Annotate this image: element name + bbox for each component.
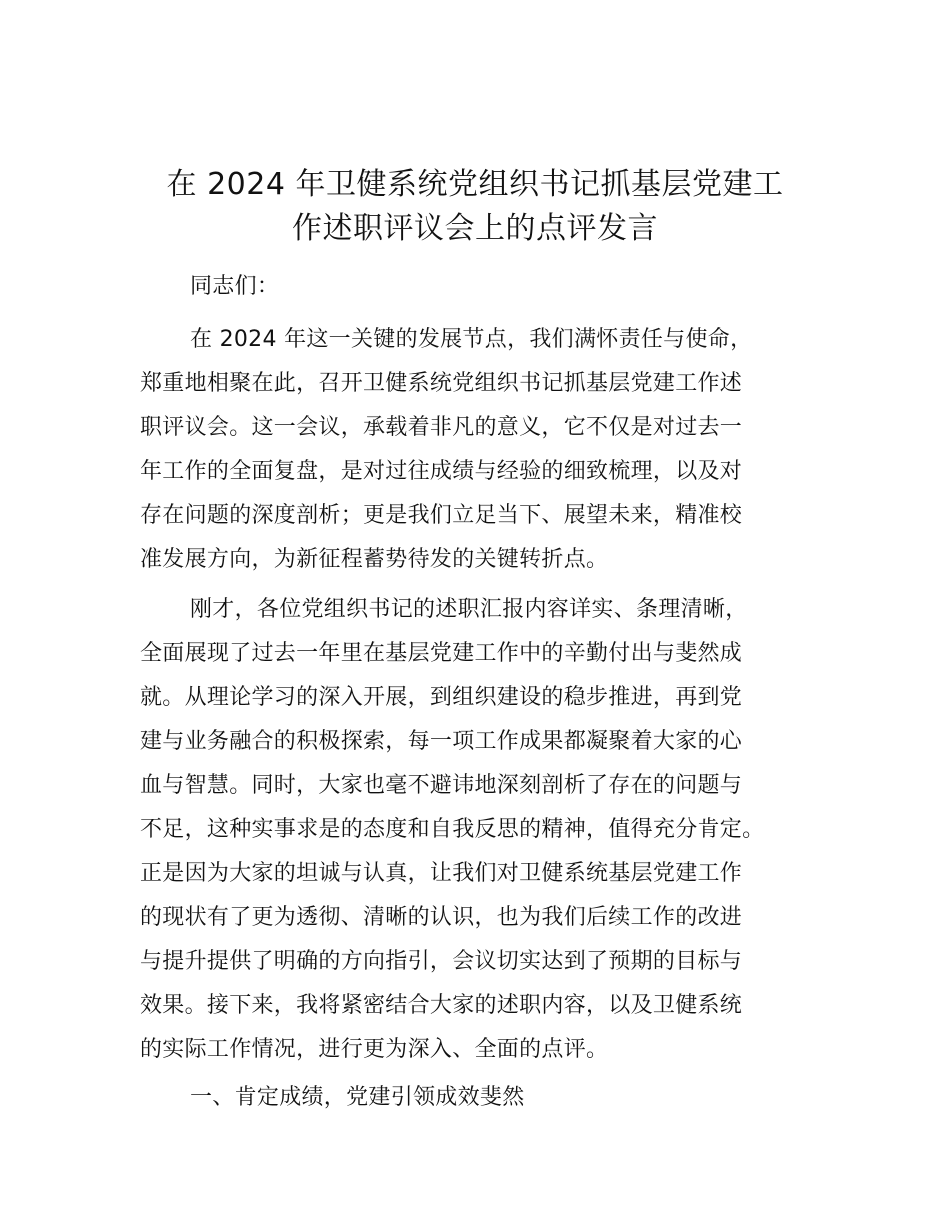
paragraph-line: 的现状有了更为透彻、清晰的认识，也为我们后续工作的改进	[140, 905, 743, 930]
section-heading-1	[140, 1076, 810, 1120]
title-line: 作述职评议会上的点评发言	[292, 211, 658, 246]
greeting	[140, 265, 810, 309]
paragraph-line: 与提升提供了明确的方向指引，会议切实达到了预期的目标与	[140, 949, 743, 974]
paragraph-line: 在 2024 年这一关键的发展节点，我们满怀责任与使命，	[190, 327, 753, 352]
paragraph-line: 不足，这种实事求是的态度和自我反思的精神，值得充分肯定。	[140, 817, 765, 842]
paragraph-line: 的实际工作情况，进行更为深入、全面的点评。	[140, 1037, 609, 1062]
paragraph-line: 存在问题的深度剖析；更是我们立足当下、展望未来，精准校	[140, 503, 743, 528]
paragraph-line: 建与业务融合的积极探索，每一项工作成果都凝聚着大家的心	[140, 729, 743, 754]
greeting-text: 同志们：	[190, 274, 280, 299]
paragraph-line: 正是因为大家的坦诚与认真，让我们对卫健系统基层党建工作	[140, 861, 743, 886]
paragraph-line: 刚才，各位党组织书记的述职汇报内容详实、条理清晰，	[190, 597, 748, 622]
paragraph-1	[140, 318, 810, 582]
paragraph-line: 准发展方向，为新征程蓄势待发的关键转折点。	[140, 547, 609, 572]
section-heading-text: 一、肯定成绩，党建引领成效斐然	[190, 1085, 525, 1110]
paragraph-line: 年工作的全面复盘，是对过往成绩与经验的细致梳理，以及对	[140, 459, 743, 484]
paragraph-2	[140, 588, 810, 1072]
paragraph-line: 职评议会。这一会议，承载着非凡的意义，它不仅是对过去一	[140, 415, 743, 440]
paragraph-line: 血与智慧。同时，大家也毫不避讳地深刻剖析了存在的问题与	[140, 773, 743, 798]
document-title	[140, 163, 810, 251]
title-line: 在 2024 年卫健系统党组织书记抓基层党建工	[166, 167, 784, 202]
paragraph-line: 就。从理论学习的深入开展，到组织建设的稳步推进，再到党	[140, 685, 743, 710]
paragraph-line: 效果。接下来，我将紧密结合大家的述职内容，以及卫健系统	[140, 993, 743, 1018]
paragraph-line: 郑重地相聚在此，召开卫健系统党组织书记抓基层党建工作述	[140, 371, 743, 396]
paragraph-line: 全面展现了过去一年里在基层党建工作中的辛勤付出与斐然成	[140, 641, 743, 666]
